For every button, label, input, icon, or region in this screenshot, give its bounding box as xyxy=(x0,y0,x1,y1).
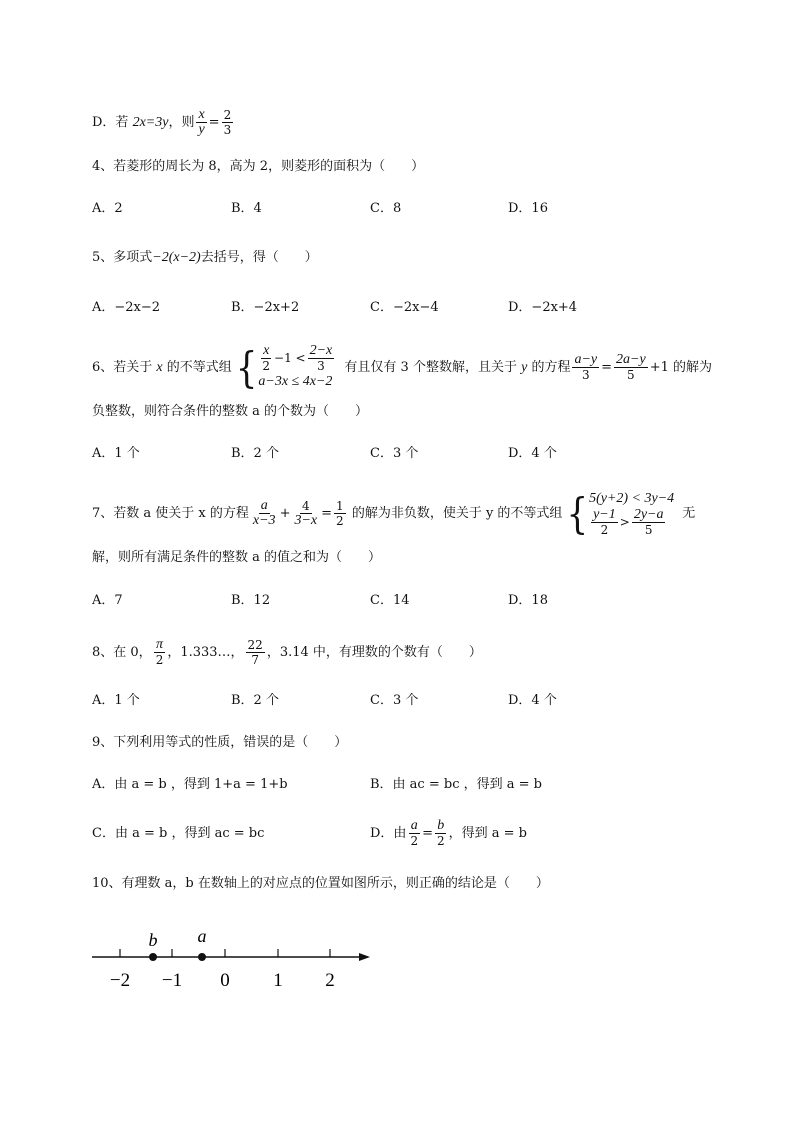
point-a-dot xyxy=(198,953,206,961)
q4-stem: 4、若菱形的周长为 8，高为 2，则菱形的面积为（ ） xyxy=(92,159,425,174)
q5-option-d[interactable]: D．−2x+4 xyxy=(508,300,578,315)
q9-stem: 9、下列利用等式的性质，错误的是（ ） xyxy=(92,735,348,750)
q9-option-c[interactable]: C．由 a = b ，得到 ac = bc xyxy=(92,826,265,841)
point-b-label: b xyxy=(148,930,158,950)
tick-label: −2 xyxy=(109,970,131,991)
q7-stem: 7、若数 a 使关于 x 的方程 $\frac{a}{x-3}$ + $\frac{4}{3-x}$ = $\frac{1}{2}$ 的解为非负数，使关于 y 的不等式组 { 5(y+2) < 3y−4 $\frac{y-1}{2}$ > $\frac{2y-a}{5}$ 无 xyxy=(92,488,696,539)
q5-option-c[interactable]: C．−2x−4 xyxy=(370,300,439,315)
q3-option-d[interactable]: D．若 2x=3y，则 $\frac{x}{y}$ = $\frac{2}{3}$ xyxy=(92,107,232,137)
fraction-2-over-3: $\frac{2}{3}$ xyxy=(223,108,232,137)
q8-option-c[interactable]: C．3 个 xyxy=(370,693,419,708)
q6-option-b[interactable]: B．2 个 xyxy=(231,446,279,461)
q7-option-a[interactable]: A．7 xyxy=(92,593,123,608)
point-b-dot xyxy=(149,953,157,961)
tick-label: 2 xyxy=(325,970,335,991)
q9-option-a[interactable]: A．由 a = b ，得到 1+a = 1+b xyxy=(92,777,288,792)
q10-stem: 10、有理数 a，b 在数轴上的对应点的位置如图所示，则正确的结论是（ ） xyxy=(92,876,549,891)
q7-stem-line2: 解，则所有满足条件的整数 a 的值之和为（ ） xyxy=(92,550,382,565)
q5-option-a[interactable]: A．−2x−2 xyxy=(92,300,161,315)
q4-option-d[interactable]: D．16 xyxy=(508,201,548,216)
q6-option-a[interactable]: A．1 个 xyxy=(92,446,140,461)
q6-stem: 6、若关于 x 的不等式组 { $\frac{x}{2}$ −1 < $\frac{2-x}{3}$ a−3x ≤ 4x−2 有且仅有 3 个整数解，且关于 y 的方程 $\frac{a-y}{3}$ = $\frac{2a-y}{5}$ +1 的解为 xyxy=(92,342,713,393)
q8-stem: 8、在 0， $\frac{\pi}{2}$ ，1.333…， $\frac{22}{7}$ ，3.14 中，有理数的个数有（ ） xyxy=(92,637,482,667)
q9-option-d[interactable]: D．由 $\frac{a}{2}$ = $\frac{b}{2}$ ，得到 a = b xyxy=(370,818,527,848)
q4-option-b[interactable]: B．4 xyxy=(231,201,262,216)
q8-option-d[interactable]: D．4 个 xyxy=(508,693,557,708)
q7-inequality-system: { 5(y+2) < 3y−4 $\frac{y-1}{2}$ > $\frac{2y-a}{5}$ xyxy=(566,488,675,539)
tick-label: 1 xyxy=(273,970,283,991)
tick-label: 0 xyxy=(220,970,230,991)
q9-option-b[interactable]: B．由 ac = bc ，得到 a = b xyxy=(370,777,542,792)
fraction-x-over-y: $\frac{x}{y}$ xyxy=(198,107,205,137)
q6-option-d[interactable]: D．4 个 xyxy=(508,446,557,461)
q6-stem-line2: 负整数，则符合条件的整数 a 的个数为（ ） xyxy=(92,404,369,419)
tick-label: −1 xyxy=(161,970,183,991)
q4-option-a[interactable]: A．2 xyxy=(92,201,123,216)
q6-option-c[interactable]: C．3 个 xyxy=(370,446,419,461)
q7-option-c[interactable]: C．14 xyxy=(370,593,410,608)
q8-option-a[interactable]: A．1 个 xyxy=(92,693,140,708)
q7-option-b[interactable]: B．12 xyxy=(231,593,271,608)
number-line-figure xyxy=(92,924,382,996)
q4-option-c[interactable]: C．8 xyxy=(370,201,402,216)
q6-inequality-system: { $\frac{x}{2}$ −1 < $\frac{2-x}{3}$ a−3x ≤ 4x−2 xyxy=(235,342,333,393)
q8-option-b[interactable]: B．2 个 xyxy=(231,693,279,708)
q5-stem: 5、多项式−2(x−2)去括号，得（ ） xyxy=(92,250,318,265)
q7-option-d[interactable]: D．18 xyxy=(508,593,548,608)
arrow-right-icon xyxy=(359,953,370,961)
point-a-label: a xyxy=(197,926,207,946)
q5-option-b[interactable]: B．−2x+2 xyxy=(231,300,300,315)
